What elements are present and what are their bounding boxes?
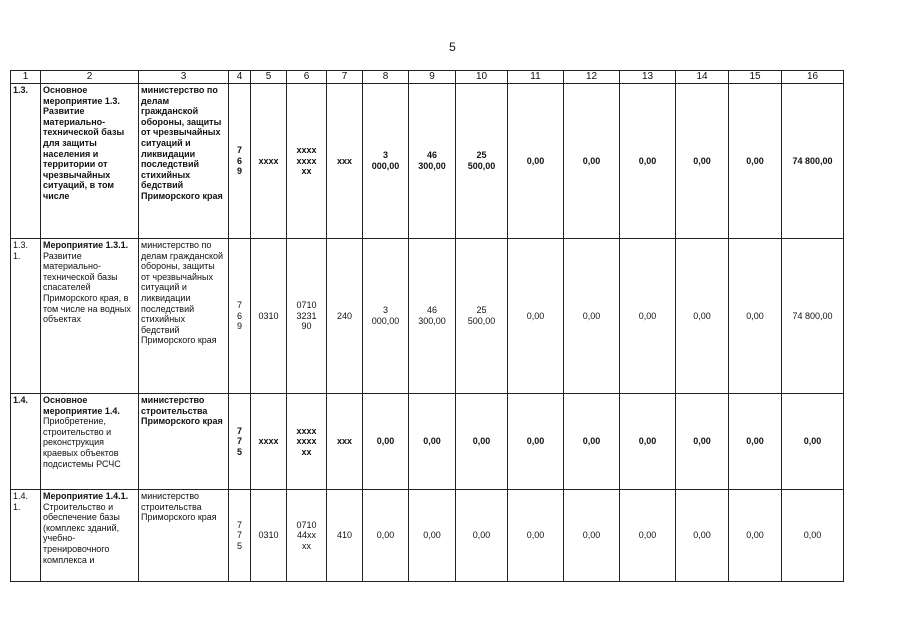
amount-cell: 0,00 xyxy=(409,490,456,582)
total-cell: 0,00 xyxy=(782,490,844,582)
activity-title: Мероприятие 1.3.1. xyxy=(43,240,129,250)
header-cell: 16 xyxy=(782,71,844,84)
expense-type: 410 xyxy=(327,490,363,582)
executor-cell: министерство по делам гражданской обороны, защиты от чрезвычайных ситуаций и ликвидации последствий стихийных бедствий Приморского края xyxy=(139,84,229,239)
expense-type: xxx xyxy=(327,394,363,490)
header-cell: 13 xyxy=(620,71,676,84)
header-cell: 2 xyxy=(41,71,139,84)
header-cell: 11 xyxy=(508,71,564,84)
amount-cell: 0,00 xyxy=(363,490,409,582)
executor-cell: министерство строительства Приморского края xyxy=(139,490,229,582)
amount-cell: 0,00 xyxy=(564,84,620,239)
executor-cell: министерство строительства Приморского края xyxy=(139,394,229,490)
header-cell: 7 xyxy=(327,71,363,84)
header-cell: 5 xyxy=(251,71,287,84)
executor-cell: министерство по делам гражданской обороны, защиты от чрезвычайных ситуаций и ликвидации последствий стихийных бедствий Приморского края xyxy=(139,239,229,394)
amount-cell: 0,00 xyxy=(456,490,508,582)
amount-cell: 0,00 xyxy=(729,490,782,582)
section-code: xxxx xyxy=(251,84,287,239)
table-row xyxy=(11,394,844,490)
header-cell: 12 xyxy=(564,71,620,84)
activity-description: Строительство и обеспечение базы (комплекс зданий, учебно-тренировочного комплекса и xyxy=(43,501,120,565)
amount-cell: 0,00 xyxy=(456,394,508,490)
activity-cell xyxy=(41,490,139,582)
expense-type: xxx xyxy=(327,84,363,239)
amount-cell: 0,00 xyxy=(508,394,564,490)
amount-cell: 0,00 xyxy=(676,84,729,239)
program-budget-table xyxy=(10,70,844,582)
target-code: 0710 44xx xx xyxy=(287,490,327,582)
row-number: 1.4. 1. xyxy=(11,490,41,582)
header-cell: 9 xyxy=(409,71,456,84)
page-number: 5 xyxy=(449,40,456,54)
activity-title: Основное мероприятие 1.3. xyxy=(43,85,120,106)
grbs-code: 7 6 9 xyxy=(229,239,251,394)
amount-cell: 0,00 xyxy=(620,490,676,582)
amount-cell: 0,00 xyxy=(564,239,620,394)
header-cell: 10 xyxy=(456,71,508,84)
header-cell: 3 xyxy=(139,71,229,84)
amount-cell: 0,00 xyxy=(564,394,620,490)
amount-cell: 25 500,00 xyxy=(456,84,508,239)
activity-description: Приобретение, строительство и реконструкция краевых объектов подсистемы РСЧС xyxy=(43,416,121,469)
amount-cell: 0,00 xyxy=(363,394,409,490)
amount-cell: 0,00 xyxy=(508,84,564,239)
amount-cell: 0,00 xyxy=(676,490,729,582)
amount-cell: 0,00 xyxy=(620,394,676,490)
amount-cell: 0,00 xyxy=(564,490,620,582)
header-cell: 4 xyxy=(229,71,251,84)
total-cell: 0,00 xyxy=(782,394,844,490)
activity-title: Мероприятие 1.4.1. xyxy=(43,491,129,501)
amount-cell: 0,00 xyxy=(508,490,564,582)
amount-cell: 0,00 xyxy=(729,239,782,394)
amount-cell: 25 500,00 xyxy=(456,239,508,394)
amount-cell: 0,00 xyxy=(729,84,782,239)
activity-title: Основное мероприятие 1.4. xyxy=(43,395,120,416)
activity-description: Развитие материально-технической базы для защиты населения и территории от чрезвычайных ситуаций, в том числе xyxy=(43,106,125,201)
amount-cell: 46 300,00 xyxy=(409,84,456,239)
total-cell: 74 800,00 xyxy=(782,239,844,394)
table-row xyxy=(11,239,844,394)
amount-cell: 0,00 xyxy=(676,239,729,394)
header-cell: 1 xyxy=(11,71,41,84)
target-code: xxxx xxxx xx xyxy=(287,394,327,490)
section-code: 0310 xyxy=(251,490,287,582)
activity-description: Развитие материально-технической базы спасателей Приморского края, в том числе на водных объектах xyxy=(43,250,131,325)
expense-type: 240 xyxy=(327,239,363,394)
grbs-code: 7 7 5 xyxy=(229,394,251,490)
amount-cell: 3 000,00 xyxy=(363,239,409,394)
row-number: 1.3. 1. xyxy=(11,239,41,394)
section-code: 0310 xyxy=(251,239,287,394)
amount-cell: 0,00 xyxy=(620,84,676,239)
table-row xyxy=(11,490,844,582)
table-row xyxy=(11,84,844,239)
row-number: 1.4. xyxy=(11,394,41,490)
amount-cell: 46 300,00 xyxy=(409,239,456,394)
amount-cell: 0,00 xyxy=(508,239,564,394)
target-code: 0710 3231 90 xyxy=(287,239,327,394)
activity-cell xyxy=(41,239,139,394)
header-cell: 6 xyxy=(287,71,327,84)
activity-cell xyxy=(41,394,139,490)
section-code: xxxx xyxy=(251,394,287,490)
row-number: 1.3. xyxy=(11,84,41,239)
header-cell: 15 xyxy=(729,71,782,84)
header-cell: 14 xyxy=(676,71,729,84)
header-cell: 8 xyxy=(363,71,409,84)
target-code: xxxx xxxx xx xyxy=(287,84,327,239)
amount-cell: 3 000,00 xyxy=(363,84,409,239)
amount-cell: 0,00 xyxy=(676,394,729,490)
header-row xyxy=(11,71,844,84)
total-cell: 74 800,00 xyxy=(782,84,844,239)
amount-cell: 0,00 xyxy=(729,394,782,490)
amount-cell: 0,00 xyxy=(620,239,676,394)
activity-cell xyxy=(41,84,139,239)
grbs-code: 7 6 9 xyxy=(229,84,251,239)
amount-cell: 0,00 xyxy=(409,394,456,490)
grbs-code: 7 7 5 xyxy=(229,490,251,582)
